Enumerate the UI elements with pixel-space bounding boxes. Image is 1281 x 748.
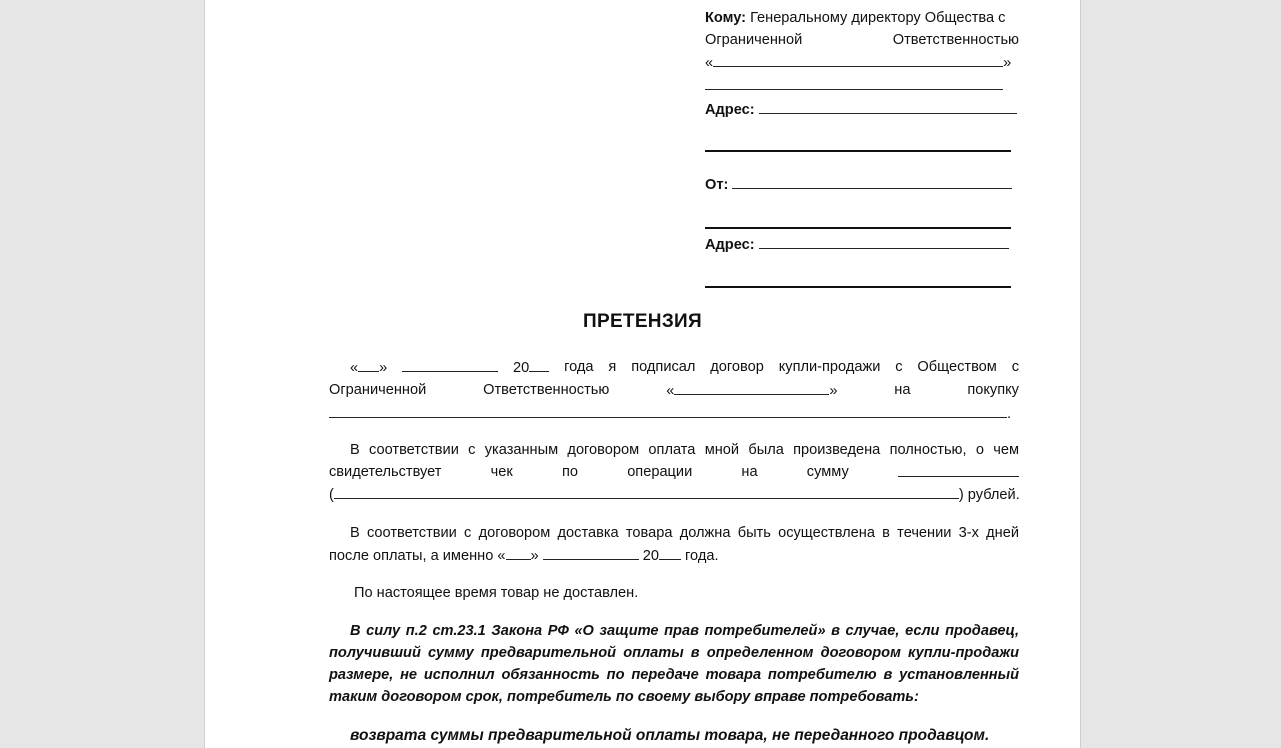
- recipient-line-2: [705, 29, 1019, 51]
- address2-blank[interactable]: [759, 233, 1009, 249]
- document-page: [204, 0, 1081, 748]
- p2-text: В соответствии с указанным договором оплата мной была произведена полностью, о чем: [350, 442, 1019, 458]
- p1-item-blank[interactable]: [329, 402, 1007, 418]
- p1-word: подписал: [631, 359, 696, 375]
- p2-word: сумму: [806, 464, 849, 480]
- p2-line-3: ( ) рублей.: [329, 483, 1019, 506]
- from-blank[interactable]: [732, 173, 1012, 189]
- p1-word: Обществом: [917, 359, 997, 375]
- p1-word: купли-продажи: [778, 359, 881, 375]
- p3-year-blank[interactable]: [659, 544, 681, 560]
- p1-word: Ответственностью: [483, 382, 610, 398]
- p2-word: свидетельствует: [329, 464, 442, 480]
- address-line: [705, 98, 1017, 121]
- p5-line-1: В силу п.2 ст.23.1 Закона РФ «О защите прав потребителей» в случае, если продавец,: [350, 623, 1019, 639]
- to-text-2a: Ограниченной: [705, 32, 803, 48]
- to-text-2b: Ответственностью: [892, 32, 1019, 48]
- p1-line-2: [329, 379, 1019, 402]
- p5-line-4: таким договором срок, потребитель по своему выбору вправе потребовать:: [329, 689, 919, 705]
- to-label: Кому:: [705, 10, 747, 26]
- quote-open: «: [705, 55, 714, 71]
- p2-sum-words-blank[interactable]: [334, 483, 959, 499]
- quote-close: »: [1003, 55, 1012, 71]
- recipient-line-3: [705, 51, 1019, 74]
- p1-word: года: [564, 359, 594, 375]
- p2-line-1: [329, 439, 1019, 461]
- p2-word: операции: [627, 464, 693, 480]
- paragraph-2: [329, 439, 1019, 506]
- address2-line: [705, 233, 1009, 256]
- p5-line-3: размере, не исполнил обязанность по передаче товара потребителю в установленный: [329, 667, 1019, 683]
- p1-word: я: [608, 359, 617, 375]
- p2-sum-blank[interactable]: [898, 461, 1019, 477]
- p1-word: покупку: [967, 382, 1019, 398]
- p2-word: на: [741, 464, 758, 480]
- company-name-blank[interactable]: [713, 51, 1003, 67]
- p3-text: В соответствии с договором доставка товара должна быть осуществлена в течении 3-х дней: [350, 525, 1019, 541]
- p1-word: на: [894, 382, 911, 398]
- paragraph-5: [329, 620, 1019, 708]
- paragraph-3: [329, 522, 1019, 567]
- recipient-line-4: [705, 74, 1019, 97]
- document-title: ПРЕТЕНЗИЯ: [583, 311, 702, 332]
- recipient-block: [705, 7, 1019, 97]
- p1-date: « »: [350, 356, 387, 379]
- paragraph-4: По настоящее время товар не доставлен.: [354, 585, 639, 601]
- company-extra-blank[interactable]: [705, 74, 1003, 90]
- address-extra-line[interactable]: [705, 150, 1011, 152]
- p1-word: с: [895, 359, 903, 375]
- address2-extra-line[interactable]: [705, 286, 1011, 288]
- p1-line-1: [329, 356, 1019, 379]
- p1-month-blank[interactable]: [402, 356, 498, 372]
- p3-line-1: [329, 522, 1019, 544]
- from-extra-line[interactable]: [705, 227, 1011, 229]
- p1-line-3: .: [329, 402, 1019, 425]
- from-line: [705, 173, 1012, 196]
- recipient-line-1: [705, 7, 1019, 29]
- p1-word: договор: [710, 359, 764, 375]
- p5-line-2: получивший сумму предварительной оплаты в определенном договором купли-продажи: [329, 645, 1019, 661]
- p3-line-2: после оплаты, а именно « » 20 года.: [329, 544, 1019, 567]
- p3-month-blank[interactable]: [543, 544, 639, 560]
- p1-word: с: [1011, 359, 1019, 375]
- to-text-1: Генеральному директору Общества с: [750, 10, 1006, 26]
- paragraph-1: [329, 356, 1019, 425]
- address-blank[interactable]: [759, 98, 1017, 114]
- address-label: Адрес:: [705, 102, 755, 118]
- p1-word: Ограниченной: [329, 382, 427, 398]
- paragraph-6: возврата суммы предварительной оплаты товара, не переданного продавцом.: [350, 727, 990, 744]
- p3-day-blank[interactable]: [506, 544, 531, 560]
- p1-year: 20: [513, 356, 549, 379]
- address2-label: Адрес:: [705, 237, 755, 253]
- p1-quoted-blank: « »: [666, 379, 837, 402]
- p2-word: по: [561, 464, 578, 480]
- p2-line-2: [329, 461, 1019, 483]
- p2-word: чек: [490, 464, 513, 480]
- from-label: От:: [705, 177, 729, 193]
